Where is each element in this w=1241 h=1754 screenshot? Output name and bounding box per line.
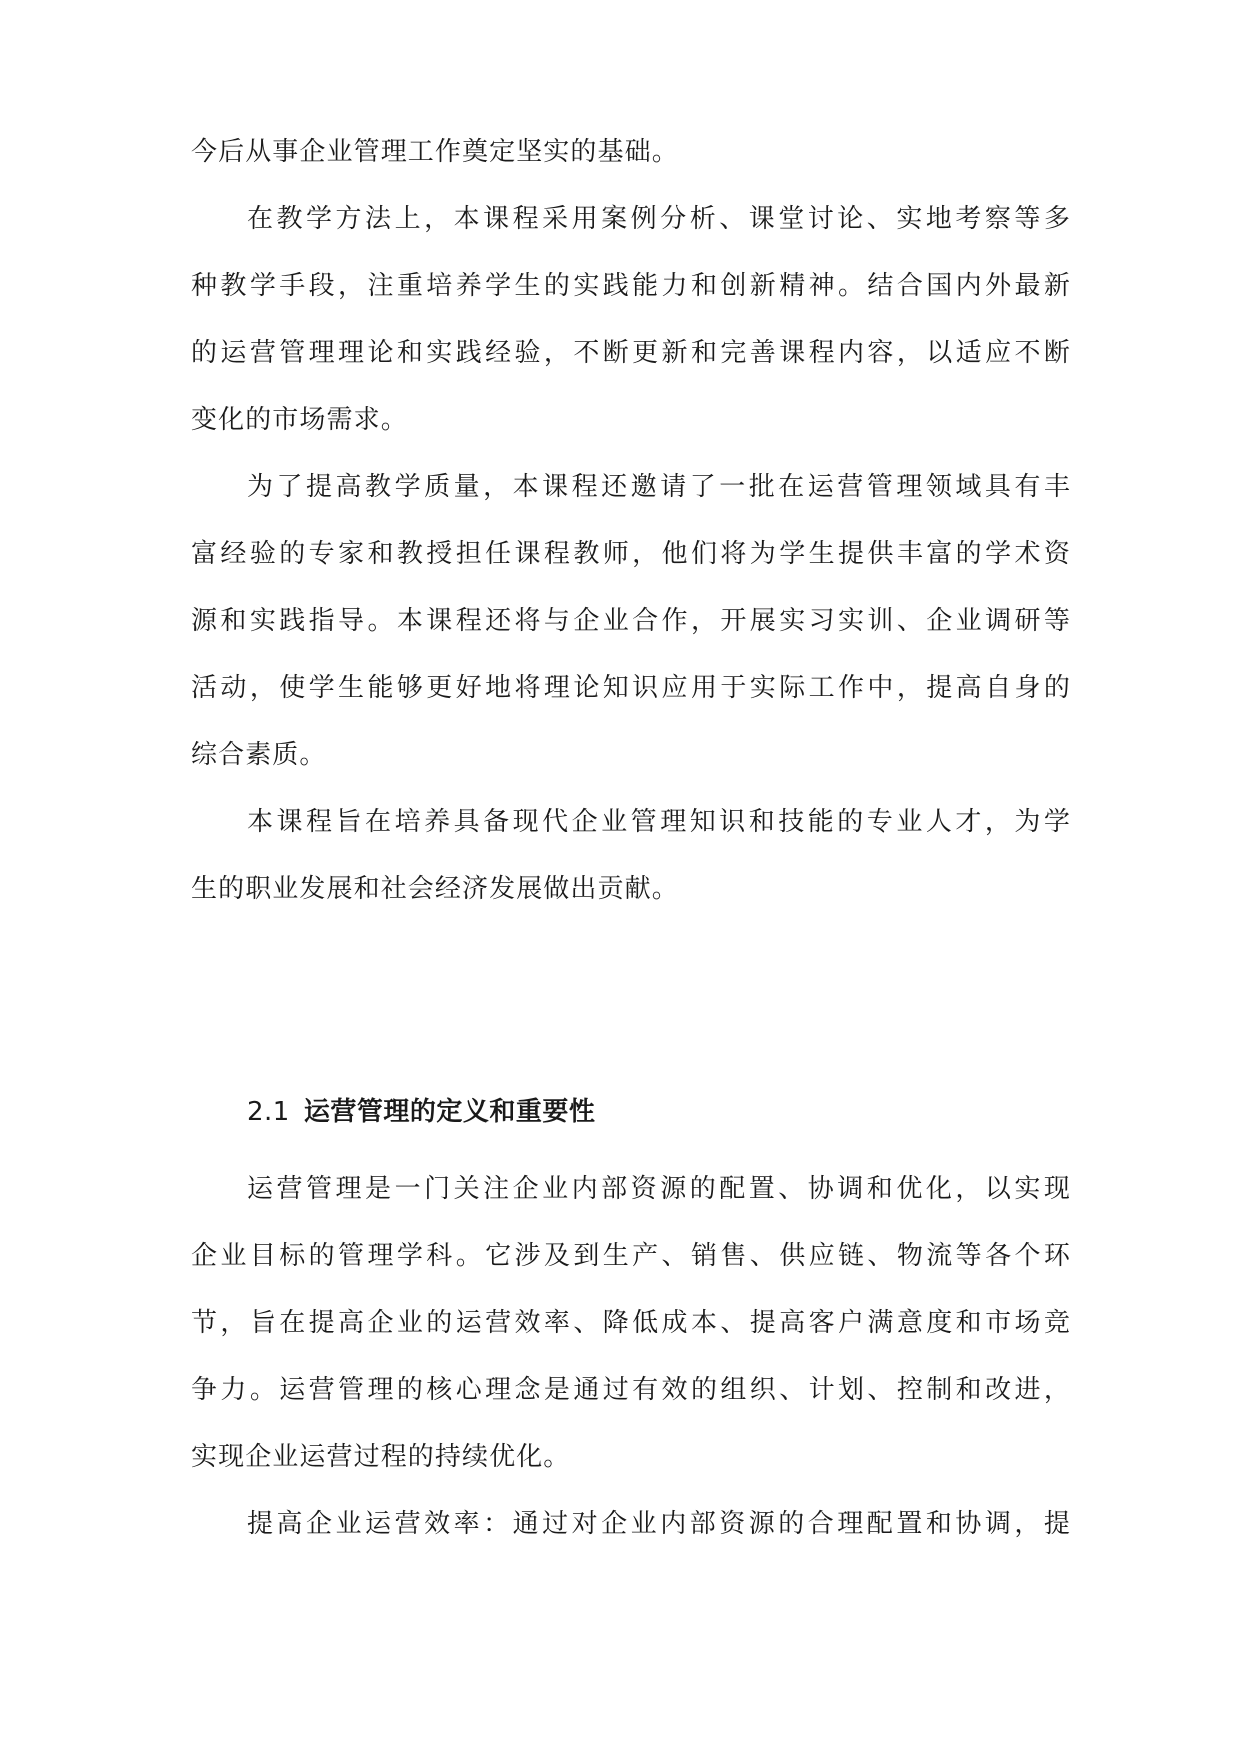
- paragraph-line: 为了提高教学质量，本课程还邀请了一批在运营管理领域具有丰: [247, 472, 1071, 502]
- paragraph-line: 提高企业运营效率：通过对企业内部资源的合理配置和协调，提: [247, 1509, 1071, 1539]
- paragraph-line: 的运营管理理论和实践经验，不断更新和完善课程内容，以适应不断: [191, 338, 1071, 368]
- paragraph-line: 生的职业发展和社会经济发展做出贡献。: [191, 874, 679, 904]
- paragraph-line: 综合素质。: [191, 740, 327, 770]
- section-title: 运营管理的定义和重要性: [303, 1097, 596, 1127]
- paragraph-line: 本课程旨在培养具备现代企业管理知识和技能的专业人才，为学: [247, 807, 1071, 837]
- paragraph-line: 富经验的专家和教授担任课程教师，他们将为学生提供丰富的学术资: [191, 539, 1071, 569]
- paragraph-line: 种教学手段，注重培养学生的实践能力和创新精神。结合国内外最新: [191, 271, 1071, 301]
- paragraph-line: 变化的市场需求。: [191, 405, 408, 435]
- section-heading: [247, 1088, 595, 1136]
- paragraph-line: 在教学方法上，本课程采用案例分析、课堂讨论、实地考察等多: [247, 204, 1071, 234]
- paragraph-line: 运营管理是一门关注企业内部资源的配置、协调和优化，以实现: [247, 1174, 1071, 1204]
- paragraph-line: 活动，使学生能够更好地将理论知识应用于实际工作中，提高自身的: [191, 673, 1071, 703]
- paragraph-line: 企业目标的管理学科。它涉及到生产、销售、供应链、物流等各个环: [191, 1241, 1071, 1271]
- paragraph-line: 今后从事企业管理工作奠定坚实的基础。: [191, 137, 679, 167]
- section-number: 2.1: [247, 1097, 290, 1127]
- paragraph-line: 源和实践指导。本课程还将与企业合作，开展实习实训、企业调研等: [191, 606, 1071, 636]
- paragraph-line: 争力。运营管理的核心理念是通过有效的组织、计划、控制和改进，: [191, 1375, 1071, 1405]
- paragraph-line: 节，旨在提高企业的运营效率、降低成本、提高客户满意度和市场竞: [191, 1308, 1071, 1338]
- paragraph-line: 实现企业运营过程的持续优化。: [191, 1442, 571, 1472]
